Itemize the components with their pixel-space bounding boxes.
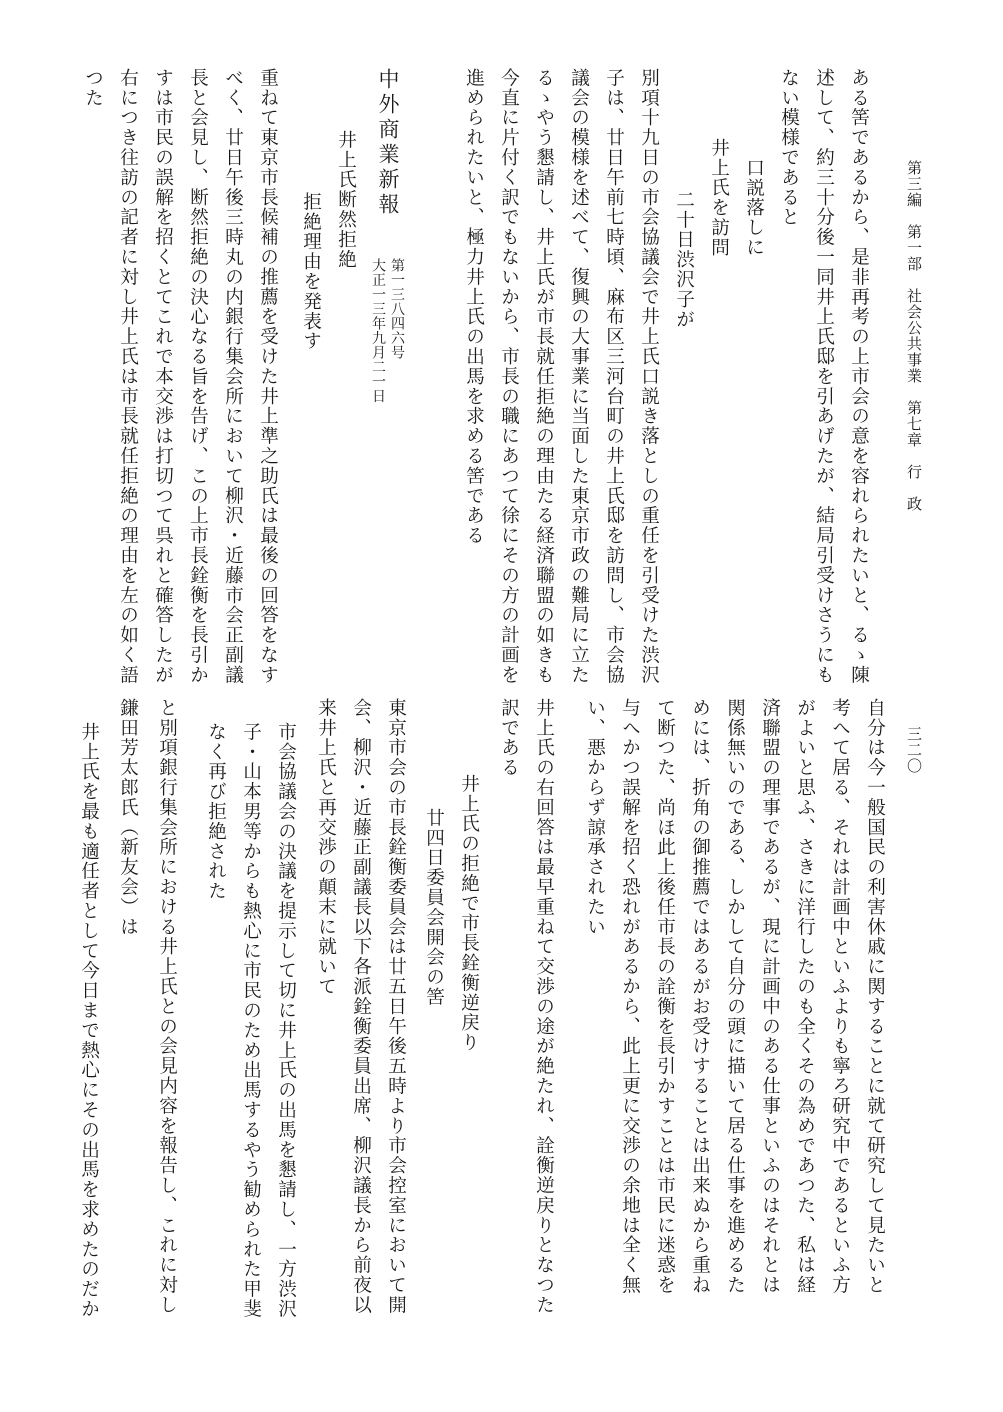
text-line: 鎌田芳太郎氏（新友会）は bbox=[117, 698, 139, 937]
text-line: すは市民の誤解を招くとてこれで本交渉は打切つて呉れと確答したが bbox=[152, 68, 174, 685]
text-line: 与へかつ誤解を招く恐れがあるから、此上更に交渉の余地は全く無 bbox=[619, 698, 641, 1295]
text-line: 右につき往訪の記者に対し井上氏は市長就任拒絶の理由を左の如く語 bbox=[117, 68, 139, 685]
text-line: がよいと思ふ、さきに洋行したのも全くその為めであつた、私は経 bbox=[794, 698, 816, 1295]
text-line: 重ねて東京市長候補の推薦を受けた井上準之助氏は最後の回答をなす bbox=[257, 68, 279, 685]
quote-line: 子・山本男等からも熱心に市民のため出馬するやう勧められた甲斐 bbox=[240, 722, 262, 1319]
text-line: べく、廿日午後三時丸の内銀行集会所において柳沢・近藤市会正副議 bbox=[222, 68, 244, 685]
quote-line: なく再び拒絶された bbox=[205, 722, 227, 902]
text-line: 別項十九日の市会協議会で井上氏口説き落としの重任を引受けた渋沢 bbox=[638, 68, 660, 685]
page-number: 三二〇 bbox=[905, 726, 923, 774]
newspaper-title: 中外商業新報 bbox=[376, 68, 400, 218]
text-line: つた bbox=[82, 68, 104, 108]
text-line: 来井上氏と再交渉の顛末に就いて bbox=[315, 698, 337, 997]
text-line: 東京市会の市長銓衡委員会は廿五日午後五時より市会控室において開 bbox=[385, 698, 407, 1315]
text-line: 訳である bbox=[498, 698, 520, 778]
text-line: るゝやう懇請し、井上氏が市長就任拒絶の理由たる経済聯盟の如きも bbox=[533, 68, 555, 685]
text-line: ない模様であると bbox=[778, 68, 800, 228]
text-line: ある筈であるから、是非再考の上市会の意を容れられたいと、るゝ陳 bbox=[848, 68, 870, 685]
text-line: 関係無いのである、しかして自分の頭に描いて居る仕事を進めるた bbox=[724, 698, 746, 1295]
text-line: 述して、約三十分後一同井上氏邸を引あげたが、結局引受けさうにも bbox=[813, 68, 835, 685]
text-line: 議会の模様を述べて、復興の大事業に当面した東京市政の難局に立た bbox=[568, 68, 590, 685]
text-line: と別項銀行集会所における井上氏との会見内容を報告し、これに対し bbox=[156, 698, 178, 1315]
text-line: 今直に片付く訳でもないから、市長の職にあつて徐にその方の計画を bbox=[498, 68, 520, 685]
subheading: 井上氏を訪問 bbox=[708, 138, 730, 258]
text-line: 会、柳沢・近藤正副議長以下各派銓衡委員出席、柳沢議長から前夜以 bbox=[350, 698, 372, 1315]
article-heading: 井上氏の拒絶で市長銓衡逆戻り bbox=[458, 774, 480, 1053]
text-line: 子は、廿日午前七時頃、麻布区三河台町の井上氏邸を訪問し、市会協 bbox=[603, 68, 625, 685]
text-line: て断つた、尚ほ此上後任市長の詮衡を長引かすことは市民に迷惑を bbox=[654, 698, 676, 1295]
text-line: めには、折角の御推薦ではあるがお受けすることは出来ぬから重ね bbox=[689, 698, 711, 1295]
text-line: い、悪からず諒承されたい bbox=[584, 698, 606, 937]
quote-line: 井上氏を最も適任者として今日まで熱心にその出馬を求めたのだか bbox=[78, 722, 100, 1319]
subheading: 口説落しに bbox=[743, 158, 765, 258]
text-line: 長と会見し、断然拒絶の決心なる旨を告げ、この上市長銓衡を長引か bbox=[187, 68, 209, 685]
issue-number: 第一三八四六号 bbox=[389, 258, 405, 360]
running-head: 第三編 第一部 社会公共事業 第七章 行 政 bbox=[905, 160, 923, 512]
text-line: 自分は今一般国民の利害休戚に関することに就て研究して見たいと bbox=[864, 698, 886, 1295]
text-line: 進められたいと、極力井上氏の出馬を求める筈である bbox=[463, 68, 485, 546]
text-line: 済聯盟の理事であるが、現に計画中のある仕事といふのはそれとは bbox=[759, 698, 781, 1295]
article-heading: 井上氏断然拒絶 bbox=[335, 130, 357, 270]
article-subheading: 廿四日委員会開会の筈 bbox=[423, 808, 445, 1007]
subheading: 二十日渋沢子が bbox=[673, 190, 695, 330]
text-line: 井上氏の右回答は最早重ねて交渉の途が絶たれ、詮衡逆戻りとなつた bbox=[533, 698, 555, 1315]
issue-date: 大正一三年九月二一日 bbox=[370, 258, 386, 403]
quote-line: 市会協議会の決議を提示して切に井上氏の出馬を懇請し、一方渋沢 bbox=[275, 722, 297, 1319]
text-line: 考へて居る、それは計画中といふよりも寧ろ研究中であるといふ方 bbox=[829, 698, 851, 1295]
article-subheading: 拒絶理由を発表す bbox=[300, 192, 322, 352]
